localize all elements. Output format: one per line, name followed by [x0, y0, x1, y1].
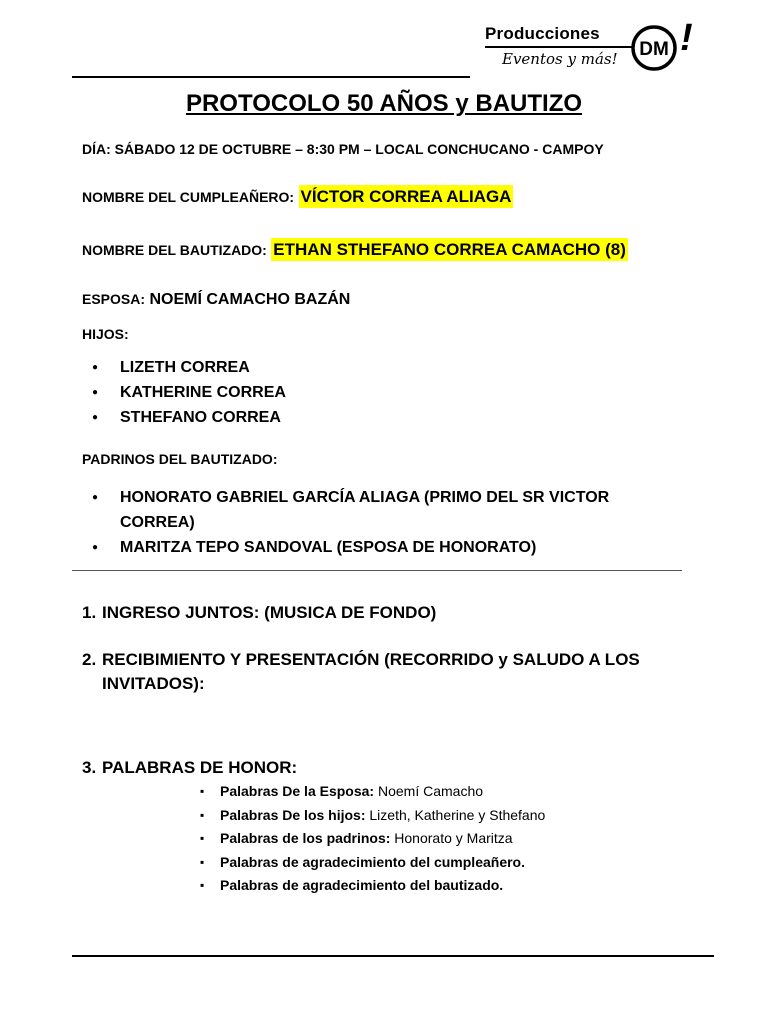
cumpleanero-line [82, 187, 513, 207]
honor-label: Palabras De los hijos: [220, 806, 366, 823]
step-2 [82, 648, 682, 696]
event-date-line: DÍA: SÁBADO 12 DE OCTUBRE – 8:30 PM – LOCAL CONCHUCANO - CAMPOY [82, 141, 604, 157]
step-text: INGRESO JUNTOS: (MUSICA DE FONDO) [102, 603, 437, 622]
step-3 [82, 758, 682, 778]
list-item [200, 804, 700, 828]
logo-dm-text: DM [639, 39, 669, 60]
honor-label: Palabras de agradecimiento del cumpleañero. [220, 853, 525, 870]
logo-wordmark: Producciones [485, 24, 600, 43]
bautizado-label: NOMBRE DEL BAUTIZADO: [82, 242, 267, 258]
list-item: ● KATHERINE CORREA [82, 380, 682, 405]
step-1 [82, 603, 682, 623]
document-title: PROTOCOLO 50 AÑOS y BAUTIZO [185, 90, 583, 117]
list-item: ● HONORATO GABRIEL GARCÍA ALIAGA (PRIMO DEL SR VICTOR CORREA) [82, 485, 662, 535]
bautizado-line [82, 240, 628, 260]
step-text: RECIBIMIENTO Y PRESENTACIÓN (RECORRIDO y SALUDO A LOS INVITADOS): [102, 650, 640, 693]
padrinos-list [82, 485, 662, 560]
honor-value: Lizeth, Katherine y Sthefano [369, 806, 546, 823]
top-rule [72, 76, 470, 78]
step-number: 1. [82, 603, 97, 622]
list-item: ● LIZETH CORREA [82, 355, 682, 380]
section-separator [72, 570, 682, 571]
logo-underline [485, 46, 633, 48]
hijos-label: HIJOS: [82, 326, 129, 342]
esposa-line [82, 291, 350, 309]
company-logo [480, 18, 710, 74]
honor-value: Honorato y Maritza [394, 830, 513, 846]
esposa-name: NOEMÍ CAMACHO BAZÁN [149, 291, 351, 308]
list-item [200, 780, 700, 804]
list-item: ● STHEFANO CORREA [82, 405, 682, 430]
cumpleanero-label: NOMBRE DEL CUMPLEAÑERO: [82, 189, 295, 205]
honor-label: Palabras de los padrinos: [220, 830, 391, 846]
step-number: 2. [82, 650, 97, 669]
honor-label: Palabras de agradecimiento del bautizado. [220, 877, 504, 893]
list-item [200, 851, 700, 875]
list-item: ● MARITZA TEPO SANDOVAL (ESPOSA DE HONORATO) [82, 535, 662, 560]
honor-label: Palabras De la Esposa: [220, 783, 375, 799]
bottom-rule [72, 955, 714, 957]
honor-value: Noemí Camacho [377, 783, 484, 799]
logo-exclamation: ! [680, 17, 693, 59]
hijos-list [82, 355, 682, 430]
padrinos-label: PADRINOS DEL BAUTIZADO: [82, 451, 278, 467]
logo-tagline: Eventos y más! [502, 50, 618, 68]
honor-list [200, 780, 700, 898]
list-item [200, 874, 700, 898]
step-text: PALABRAS DE HONOR: [102, 758, 298, 777]
cumpleanero-name: VÍCTOR CORREA ALIAGA [300, 187, 512, 206]
esposa-label: ESPOSA: [82, 291, 146, 307]
bautizado-name: ETHAN STHEFANO CORREA CAMACHO (8) [273, 240, 626, 259]
logo-dm-badge [630, 24, 678, 72]
step-number: 3. [82, 758, 97, 777]
list-item [200, 827, 700, 851]
